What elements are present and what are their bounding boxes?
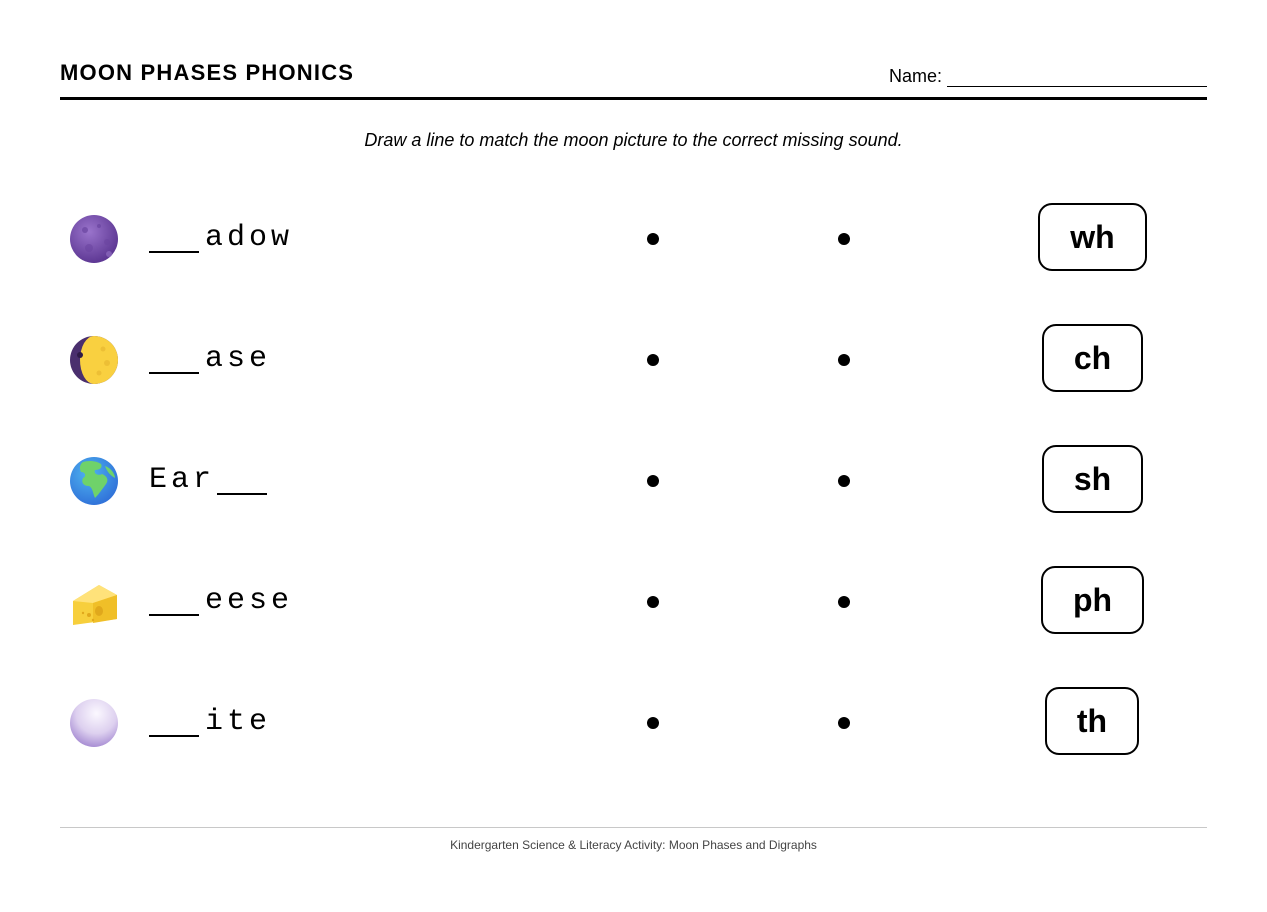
- digraph-box-ch[interactable]: [1042, 324, 1143, 392]
- word-fragment: ite: [205, 705, 272, 739]
- match-row-4: [0, 566, 1267, 638]
- answer-blank[interactable]: [149, 711, 199, 737]
- digraph-box-sh[interactable]: [1042, 445, 1143, 513]
- left-match-dot[interactable]: [647, 717, 659, 729]
- match-row-1: [0, 203, 1267, 275]
- right-match-dot[interactable]: [838, 475, 850, 487]
- answer-blank[interactable]: [217, 469, 267, 495]
- name-input-line[interactable]: [947, 66, 1207, 87]
- answer-blank[interactable]: [149, 348, 199, 374]
- earth-globe-icon: [69, 456, 119, 506]
- instructions: Draw a line to match the moon picture to the correct missing sound.: [364, 130, 903, 150]
- word-fragment: Ear: [149, 463, 216, 497]
- worksheet-header: [60, 58, 1207, 100]
- digraph-label: ch: [1073, 339, 1112, 376]
- right-match-dot[interactable]: [838, 717, 850, 729]
- digraph-box-ph[interactable]: [1041, 566, 1144, 634]
- word-with-blank: [149, 223, 293, 253]
- purple-moon-icon: [69, 214, 119, 264]
- digraph-label: wh: [1070, 218, 1115, 255]
- digraph-label: th: [1076, 702, 1108, 739]
- cheese-icon: [69, 577, 119, 627]
- left-match-dot[interactable]: [647, 354, 659, 366]
- name-label: Name:: [888, 66, 942, 86]
- match-row-2: [0, 324, 1267, 396]
- right-match-dot[interactable]: [838, 233, 850, 245]
- word-with-blank: [149, 707, 271, 737]
- word-with-blank: [149, 465, 267, 495]
- word-fragment: eese: [205, 584, 294, 618]
- match-row-3: [0, 445, 1267, 517]
- header-divider: [60, 97, 1207, 100]
- word-fragment: adow: [205, 221, 294, 255]
- footer-divider: [60, 827, 1207, 828]
- crescent-moon-icon: [69, 335, 119, 385]
- white-moon-icon: [69, 698, 119, 748]
- page-title: MOON PHASES PHONICS: [60, 60, 355, 85]
- right-match-dot[interactable]: [838, 596, 850, 608]
- digraph-label: sh: [1073, 460, 1112, 497]
- name-field-group: [889, 66, 1207, 87]
- footer-caption: Kindergarten Science & Literacy Activity: Moon Phases and Digraphs: [450, 838, 817, 852]
- word-with-blank: [149, 586, 293, 616]
- left-match-dot[interactable]: [647, 596, 659, 608]
- answer-blank[interactable]: [149, 590, 199, 616]
- digraph-box-th[interactable]: [1045, 687, 1139, 755]
- digraph-label: ph: [1072, 581, 1113, 618]
- answer-blank[interactable]: [149, 227, 199, 253]
- right-match-dot[interactable]: [838, 354, 850, 366]
- digraph-box-wh[interactable]: [1038, 203, 1147, 271]
- word-with-blank: [149, 344, 271, 374]
- left-match-dot[interactable]: [647, 475, 659, 487]
- match-row-5: [0, 687, 1267, 759]
- word-fragment: ase: [205, 342, 272, 376]
- left-match-dot[interactable]: [647, 233, 659, 245]
